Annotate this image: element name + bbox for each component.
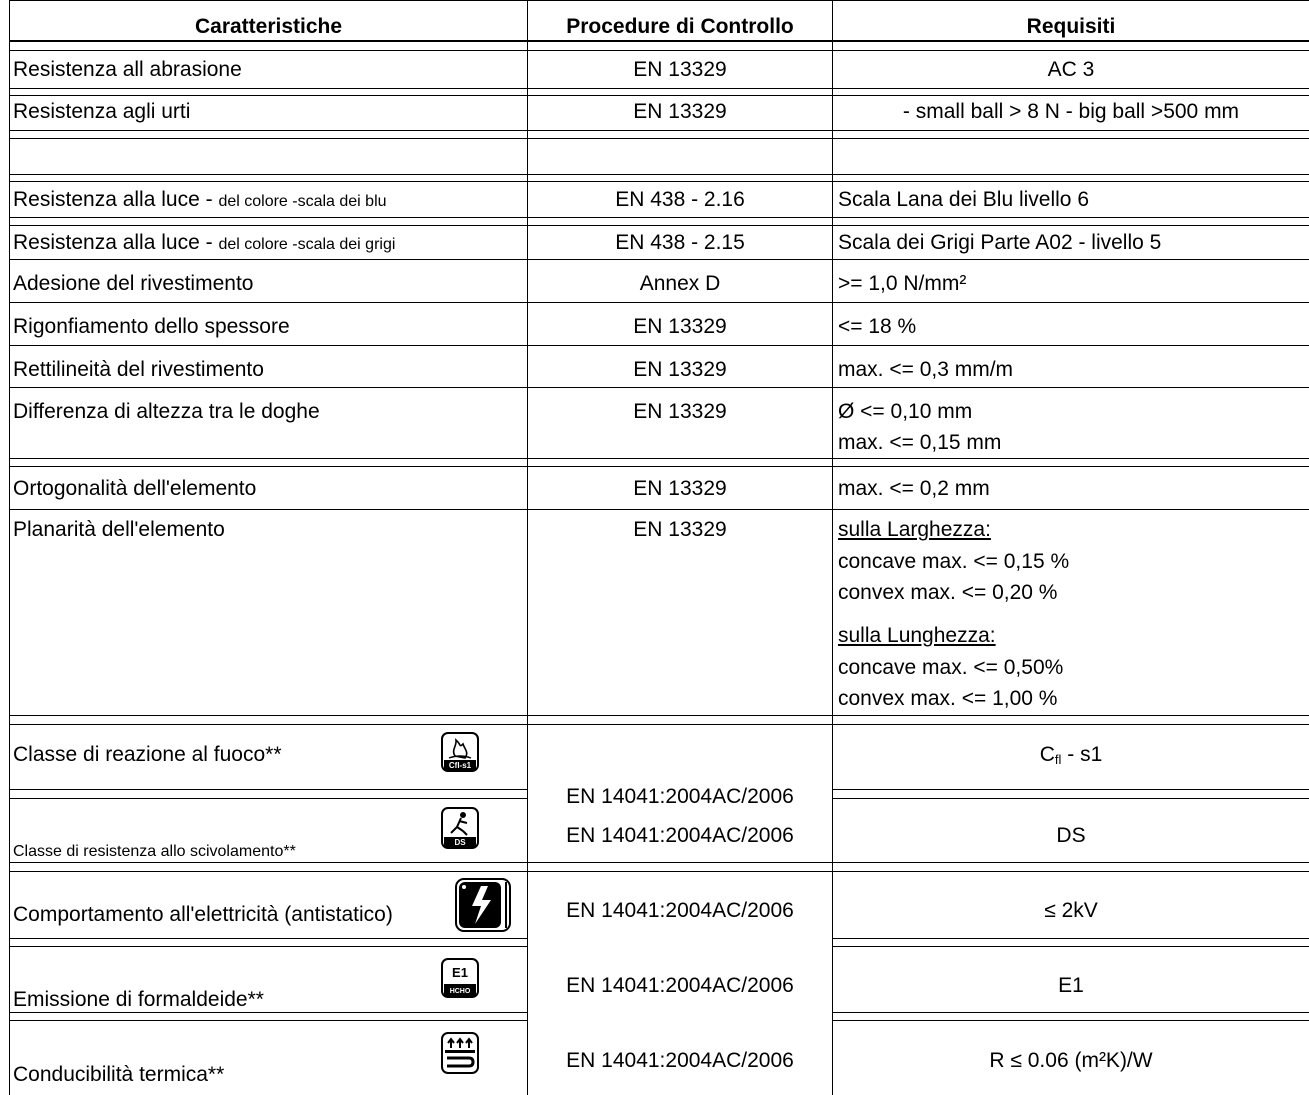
- row-luce-grigi-method: EN 438 - 2.15: [615, 231, 745, 254]
- row-scivolamento-name: Classe di resistenza allo scivolamento**: [13, 843, 296, 860]
- row-luce-blu-req: Scala Lana dei Blu livello 6: [838, 188, 1089, 211]
- rule: [9, 40, 1309, 42]
- formaldehyde-e1-icon: [441, 958, 479, 998]
- row-luce-grigi-name: [13, 229, 395, 258]
- row-rigonfiamento-method: EN 13329: [633, 315, 727, 338]
- rule: [9, 130, 1309, 131]
- rule: [9, 0, 10, 1095]
- row-adesione-req: >= 1,0 N/mm²: [838, 272, 967, 295]
- row-luce-blu-name-small: del colore -scala dei blu: [218, 193, 387, 210]
- row-planarita-width-convex: convex max. <= 0,20 %: [838, 581, 1058, 604]
- rule: [9, 724, 1309, 725]
- row-elettricita-name: Comportamento all'elettricità (antistatico): [13, 903, 393, 926]
- rule: [9, 138, 1309, 139]
- row-adesione-method: Annex D: [639, 272, 721, 295]
- row-conducibilita-method: EN 14041:2004AC/2006: [566, 1049, 794, 1072]
- rule: [9, 217, 1309, 218]
- row-rettilineita-method: EN 13329: [633, 358, 727, 381]
- row-elettricita-method: EN 14041:2004AC/2006: [566, 899, 794, 922]
- rule: [9, 0, 1309, 1]
- row-rettilineita-name: Rettilineità del rivestimento: [13, 358, 264, 381]
- row-planarita-method: EN 13329: [633, 518, 727, 541]
- thermal-conductivity-icon: [441, 1032, 479, 1074]
- header-caratteristiche: Caratteristiche: [194, 15, 343, 38]
- row-luce-grigi-req: Scala dei Grigi Parte A02 - livello 5: [838, 231, 1162, 254]
- rule: [9, 50, 1309, 51]
- header-procedure: Procedure di Controllo: [566, 15, 794, 38]
- rule: [9, 458, 1309, 459]
- row-fuoco-req-main: C: [1039, 743, 1055, 766]
- antistatic-icon: [455, 878, 511, 932]
- rule: [9, 509, 1309, 510]
- fire-class-icon: [441, 732, 479, 772]
- row-ortogonalita-req: max. <= 0,2 mm: [838, 477, 990, 500]
- row-planarita-width-title: sulla Larghezza:: [838, 518, 991, 541]
- rule: [9, 174, 1309, 175]
- slip-resistance-icon-label: DS: [454, 838, 466, 847]
- rule: [832, 789, 1309, 790]
- row-abrasione-method: EN 13329: [633, 58, 727, 81]
- row-fuoco-req-rest: - s1: [1061, 743, 1103, 766]
- row-abrasione-name: Resistenza all abrasione: [13, 58, 242, 81]
- row-differenza-req-2: max. <= 0,15 mm: [838, 431, 1002, 454]
- rule: [9, 715, 1309, 716]
- rule: [832, 938, 1309, 939]
- rule: [9, 798, 527, 799]
- row-luce-blu-name-main: Resistenza alla luce -: [13, 188, 219, 211]
- row-luce-grigi-name-small: del colore -scala dei grigi: [218, 236, 396, 253]
- row-planarita-width-concave: concave max. <= 0,15 %: [838, 550, 1070, 573]
- row-conducibilita-name: Conducibilità termica**: [13, 1063, 225, 1086]
- rule: [9, 946, 527, 947]
- row-urti-name: Resistenza agli urti: [13, 100, 191, 123]
- rule: [832, 798, 1309, 799]
- rule: [9, 181, 1309, 182]
- rule: [9, 1020, 527, 1021]
- rule: [9, 345, 1309, 346]
- row-abrasione-req: AC 3: [1047, 58, 1095, 81]
- rule: [9, 95, 1309, 96]
- row-differenza-req-1: Ø <= 0,10 mm: [838, 400, 973, 423]
- row-formaldeide-req: E1: [1058, 974, 1084, 997]
- rule: [9, 871, 1309, 872]
- rule: [832, 0, 833, 1095]
- row-ortogonalita-method: EN 13329: [633, 477, 727, 500]
- row-formaldeide-name: Emissione di formaldeide**: [13, 988, 264, 1011]
- rule: [9, 259, 1309, 260]
- row-conducibilita-req: R ≤ 0.06 (m²K)/W: [989, 1049, 1153, 1072]
- row-fuoco-req-sub: fl: [1054, 752, 1062, 767]
- rule: [832, 946, 1309, 947]
- rule: [527, 0, 528, 1095]
- row-planarita-name: Planarità dell'elemento: [13, 518, 225, 541]
- row-rigonfiamento-name: Rigonfiamento dello spessore: [13, 315, 290, 338]
- row-luce-blu-name: [13, 186, 387, 215]
- slip-resistance-icon: [441, 807, 479, 849]
- row-scivolamento-method: EN 14041:2004AC/2006: [566, 824, 794, 847]
- formaldehyde-e1-icon-bottom: HCHO: [449, 988, 471, 995]
- formaldehyde-e1-icon-top: E1: [452, 965, 468, 980]
- rule: [832, 1020, 1309, 1021]
- row-fuoco-method: EN 14041:2004AC/2006: [566, 785, 794, 808]
- row-formaldeide-method: EN 14041:2004AC/2006: [566, 974, 794, 997]
- row-fuoco-name: Classe di reazione al fuoco**: [13, 743, 282, 766]
- row-luce-blu-method: EN 438 - 2.16: [615, 188, 745, 211]
- row-differenza-name: Differenza di altezza tra le doghe: [13, 400, 320, 423]
- header-requisiti: Requisiti: [1026, 15, 1116, 38]
- rule: [9, 225, 1309, 226]
- row-fuoco-req: [833, 741, 1309, 773]
- row-adesione-name: Adesione del rivestimento: [13, 272, 254, 295]
- row-urti-req: - small ball > 8 N - big ball >500 mm: [902, 100, 1240, 123]
- row-luce-grigi-name-main: Resistenza alla luce -: [13, 231, 219, 254]
- rule: [9, 466, 1309, 467]
- row-elettricita-req: ≤ 2kV: [1044, 899, 1098, 922]
- rule: [832, 1012, 1309, 1013]
- fire-class-icon-label: Cfl-s1: [448, 761, 472, 770]
- row-rigonfiamento-req: <= 18 %: [838, 315, 917, 338]
- rule: [9, 302, 1309, 303]
- row-planarita-length-convex: convex max. <= 1,00 %: [838, 687, 1058, 710]
- row-differenza-method: EN 13329: [633, 400, 727, 423]
- row-planarita-length-concave: concave max. <= 0,50%: [838, 656, 1064, 679]
- rule: [9, 387, 1309, 388]
- row-planarita-length-title: sulla Lunghezza:: [838, 624, 996, 647]
- rule: [9, 789, 527, 790]
- row-rettilineita-req: max. <= 0,3 mm/m: [838, 358, 1014, 381]
- row-ortogonalita-name: Ortogonalità dell'elemento: [13, 477, 257, 500]
- rule: [9, 88, 1309, 89]
- rule: [9, 938, 527, 939]
- row-urti-method: EN 13329: [633, 100, 727, 123]
- row-scivolamento-req: DS: [1056, 824, 1086, 847]
